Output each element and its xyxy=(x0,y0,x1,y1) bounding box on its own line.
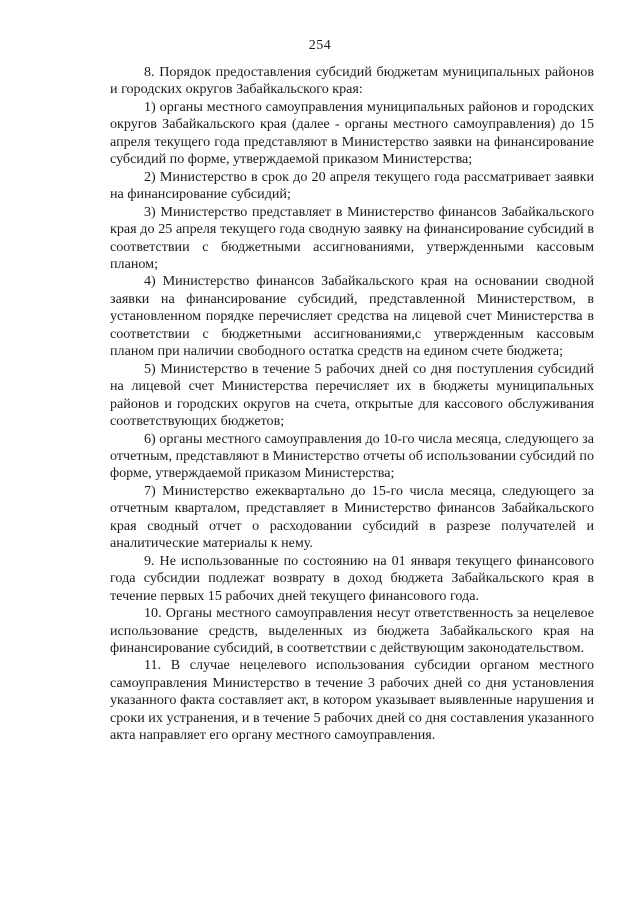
paragraph-item-1: 1) органы местного самоуправления муниципальных районов и городских округов Забайкальского края (далее - органы местного самоуправления) до 15 апреля текущего года представляют в Министерство заявки на финансирование субсидий по форме, утверждаемой приказом Министерства; xyxy=(110,98,594,168)
page-number: 254 xyxy=(308,38,332,53)
paragraph-section-11: 11. В случае нецелевого использования субсидии органом местного самоуправления Министерство в течение 3 рабочих дней со дня установления указанного факта составляет акт, в котором указывает выявленные нарушения и сроки их устранения, и в течение 5 рабочих дней со дня составления указанного акта направляет его органу местного самоуправления. xyxy=(110,657,594,744)
paragraph-section-8-header: 8. Порядок предоставления субсидий бюджетам муниципальных районов и городских округов Забайкальского края: xyxy=(110,64,594,98)
paragraph-item-5: 5) Министерство в течение 5 рабочих дней со дня поступления субсидий на лицевой счет Министерства перечисляет их в бюджеты муниципальных районов и городских округов на счета, открытые для кассового обслуживания соответствующих бюджетов; xyxy=(110,360,594,430)
paragraph-item-6: 6) органы местного самоуправления до 10-го числа месяца, следующего за отчетным, представляют в Министерство отчеты об использовании субсидий по форме, утверждаемой приказом Министерства; xyxy=(110,430,594,482)
document-body xyxy=(110,64,594,745)
paragraph-item-2: 2) Министерство в срок до 20 апреля текущего года рассматривает заявки на финансирование субсидий; xyxy=(110,168,594,203)
paragraph-section-10: 10. Органы местного самоуправления несут ответственность за нецелевое использование средств, выделенных из бюджета Забайкальского края на финансирование субсидий, в соответствии с действующим законодательством. xyxy=(110,605,594,656)
paragraph-section-9: 9. Не использованные по состоянию на 01 января текущего финансового года субсидии подлежат возврату в доход бюджета Забайкальского края в течение первых 15 рабочих дней текущего финансового года. xyxy=(110,552,594,604)
paragraph-item-3: 3) Министерство представляет в Министерство финансов Забайкальского края до 25 апреля текущего года сводную заявку на финансирование субсидий в соответствии с бюджетными ассигнованиями, утвержденными кассовым планом; xyxy=(110,203,594,272)
paragraph-item-7: 7) Министерство ежеквартально до 15-го числа месяца, следующего за отчетным кварталом, представляет в Министерство финансов Забайкальского края сводный отчет о расходовании субсидий в разрезе получателей и аналитические материалы к нему. xyxy=(110,482,594,552)
paragraph-item-4: 4) Министерство финансов Забайкальского края на основании сводной заявки на финансирование субсидий, представленной Министерством, в установленном порядке перечисляет средства на лицевой счет Министерства в соответствии с бюджетными ассигнованиями,с утвержденным кассовым планом при наличии свободного остатка средств на едином счете бюджета; xyxy=(110,273,594,360)
